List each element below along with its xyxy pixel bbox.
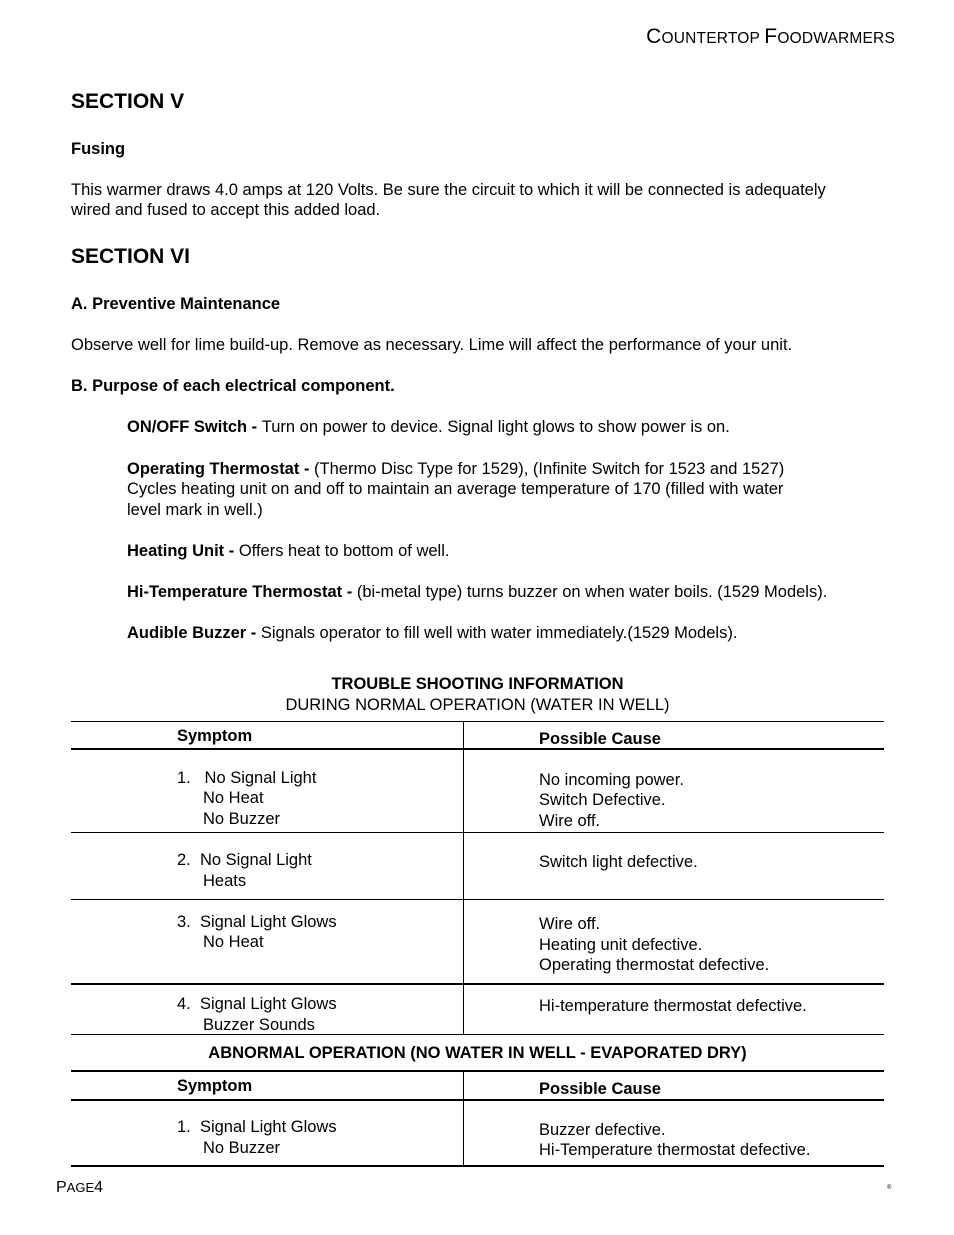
row-number: 2. xyxy=(177,851,191,869)
cause-line: Buzzer defective. xyxy=(539,1121,666,1139)
component-operating-thermostat-line-2: Cycles heating unit on and off to maintain an average temperature of 170 (filled with water xyxy=(127,480,784,498)
possible-cause-header: Possible Cause xyxy=(539,730,661,748)
table-column-divider xyxy=(463,722,464,1035)
cause-line: Wire off. xyxy=(539,812,601,830)
troubleshooting-title: TROUBLE SHOOTING INFORMATION xyxy=(331,675,624,693)
header-rest-1: OUNTERTOP xyxy=(661,30,765,47)
cause-line: Switch light defective. xyxy=(539,853,698,871)
table-row xyxy=(177,994,337,1015)
cause-line: Hi-Temperature thermostat defective. xyxy=(539,1141,811,1159)
cause-line: Switch Defective. xyxy=(539,791,666,809)
possible-cause-header: Possible Cause xyxy=(539,1080,661,1098)
page-cap: P xyxy=(56,1179,67,1196)
purpose-heading: B. Purpose of each electrical component. xyxy=(71,377,395,395)
abnormal-operation-title: ABNORMAL OPERATION (NO WATER IN WELL - EVAPORATED DRY) xyxy=(208,1044,747,1062)
component-label: ON/OFF Switch - xyxy=(127,418,262,436)
table-row-rule xyxy=(71,899,884,900)
component-text: Turn on power to device. Signal light glows to show power is on. xyxy=(261,418,730,436)
page-num: 4 xyxy=(94,1179,104,1196)
cause-line: Hi-temperature thermostat defective. xyxy=(539,997,807,1015)
row-number: 4. xyxy=(177,995,191,1013)
component-label: Heating Unit - xyxy=(127,542,239,560)
table-row xyxy=(177,912,337,933)
row-number: 1. xyxy=(177,769,191,787)
component-on-off-switch xyxy=(127,417,730,438)
component-text: Offers heat to bottom of well. xyxy=(238,542,450,560)
cause-line: Wire off. xyxy=(539,915,601,933)
cause-line: Heating unit defective. xyxy=(539,936,703,954)
table-column-divider xyxy=(463,1072,464,1165)
symptom-line: Buzzer Sounds xyxy=(203,1016,315,1034)
table-header-rule xyxy=(71,1099,884,1101)
table-rule xyxy=(71,1070,884,1072)
component-operating-thermostat xyxy=(127,459,784,480)
table-row-rule xyxy=(71,983,884,985)
symptom-line: Signal Light Glows xyxy=(199,1118,337,1136)
header-cap-f: F xyxy=(764,25,778,48)
table-row xyxy=(177,850,312,871)
document-header-title xyxy=(646,27,895,50)
component-text: (Thermo Disc Type for 1529), (Infinite Switch for 1523 and 1527) xyxy=(314,460,785,478)
component-operating-thermostat-line-3: level mark in well.) xyxy=(127,501,263,519)
section-v-heading: SECTION V xyxy=(71,90,185,113)
symptom-line: No Buzzer xyxy=(203,1139,281,1157)
row-number: 1. xyxy=(177,1118,191,1136)
row-number: 3. xyxy=(177,913,191,931)
symptom-line: Signal Light Glows xyxy=(199,913,337,931)
component-hi-temperature-thermostat xyxy=(127,582,827,603)
table-row xyxy=(177,1117,337,1138)
component-text: (bi-metal type) turns buzzer on when water boils. (1529 Models). xyxy=(356,583,828,601)
symptom-line: No Signal Light xyxy=(199,851,312,869)
header-rest-2: OODWARMERS xyxy=(777,30,895,47)
table-header-rule xyxy=(71,748,884,750)
page-number xyxy=(56,1178,103,1199)
component-label: Audible Buzzer - xyxy=(127,624,261,642)
symptom-line: No Buzzer xyxy=(203,810,281,828)
header-cap-c: C xyxy=(646,25,662,48)
section-vi-heading: SECTION VI xyxy=(71,245,191,268)
registered-mark: ® xyxy=(887,1185,892,1191)
table-row-rule xyxy=(71,1034,884,1035)
symptom-header: Symptom xyxy=(177,1077,253,1095)
symptom-line: Signal Light Glows xyxy=(199,995,337,1013)
component-audible-buzzer xyxy=(127,623,737,644)
preventive-maintenance-heading: A. Preventive Maintenance xyxy=(71,295,281,313)
page-rest: AGE xyxy=(66,1180,95,1195)
table-rule xyxy=(71,721,884,722)
table-row-rule xyxy=(71,832,884,833)
symptom-line: Heats xyxy=(203,872,247,890)
component-label: Hi-Temperature Thermostat - xyxy=(127,583,357,601)
troubleshooting-subtitle: DURING NORMAL OPERATION (WATER IN WELL) xyxy=(285,696,670,714)
preventive-maintenance-body: Observe well for lime build-up. Remove as necessary. Lime will affect the performance of your unit. xyxy=(71,336,793,354)
component-label: Operating Thermostat - xyxy=(127,460,315,478)
cause-line: No incoming power. xyxy=(539,771,684,789)
symptom-line: No Heat xyxy=(203,933,264,951)
fusing-heading: Fusing xyxy=(71,140,126,158)
fusing-body-line-1: This warmer draws 4.0 amps at 120 Volts. Be sure the circuit to which it will be connected is adequately xyxy=(71,181,826,199)
symptom-line: No Heat xyxy=(203,789,264,807)
component-text: Signals operator to fill well with water immediately.(1529 Models). xyxy=(260,624,738,642)
fusing-body-line-2: wired and fused to accept this added load. xyxy=(71,201,381,219)
component-heating-unit xyxy=(127,541,449,562)
table-row xyxy=(177,768,316,789)
table-bottom-rule xyxy=(71,1165,884,1167)
cause-line: Operating thermostat defective. xyxy=(539,956,770,974)
symptom-line: No Signal Light xyxy=(204,769,317,787)
symptom-header: Symptom xyxy=(177,727,253,745)
